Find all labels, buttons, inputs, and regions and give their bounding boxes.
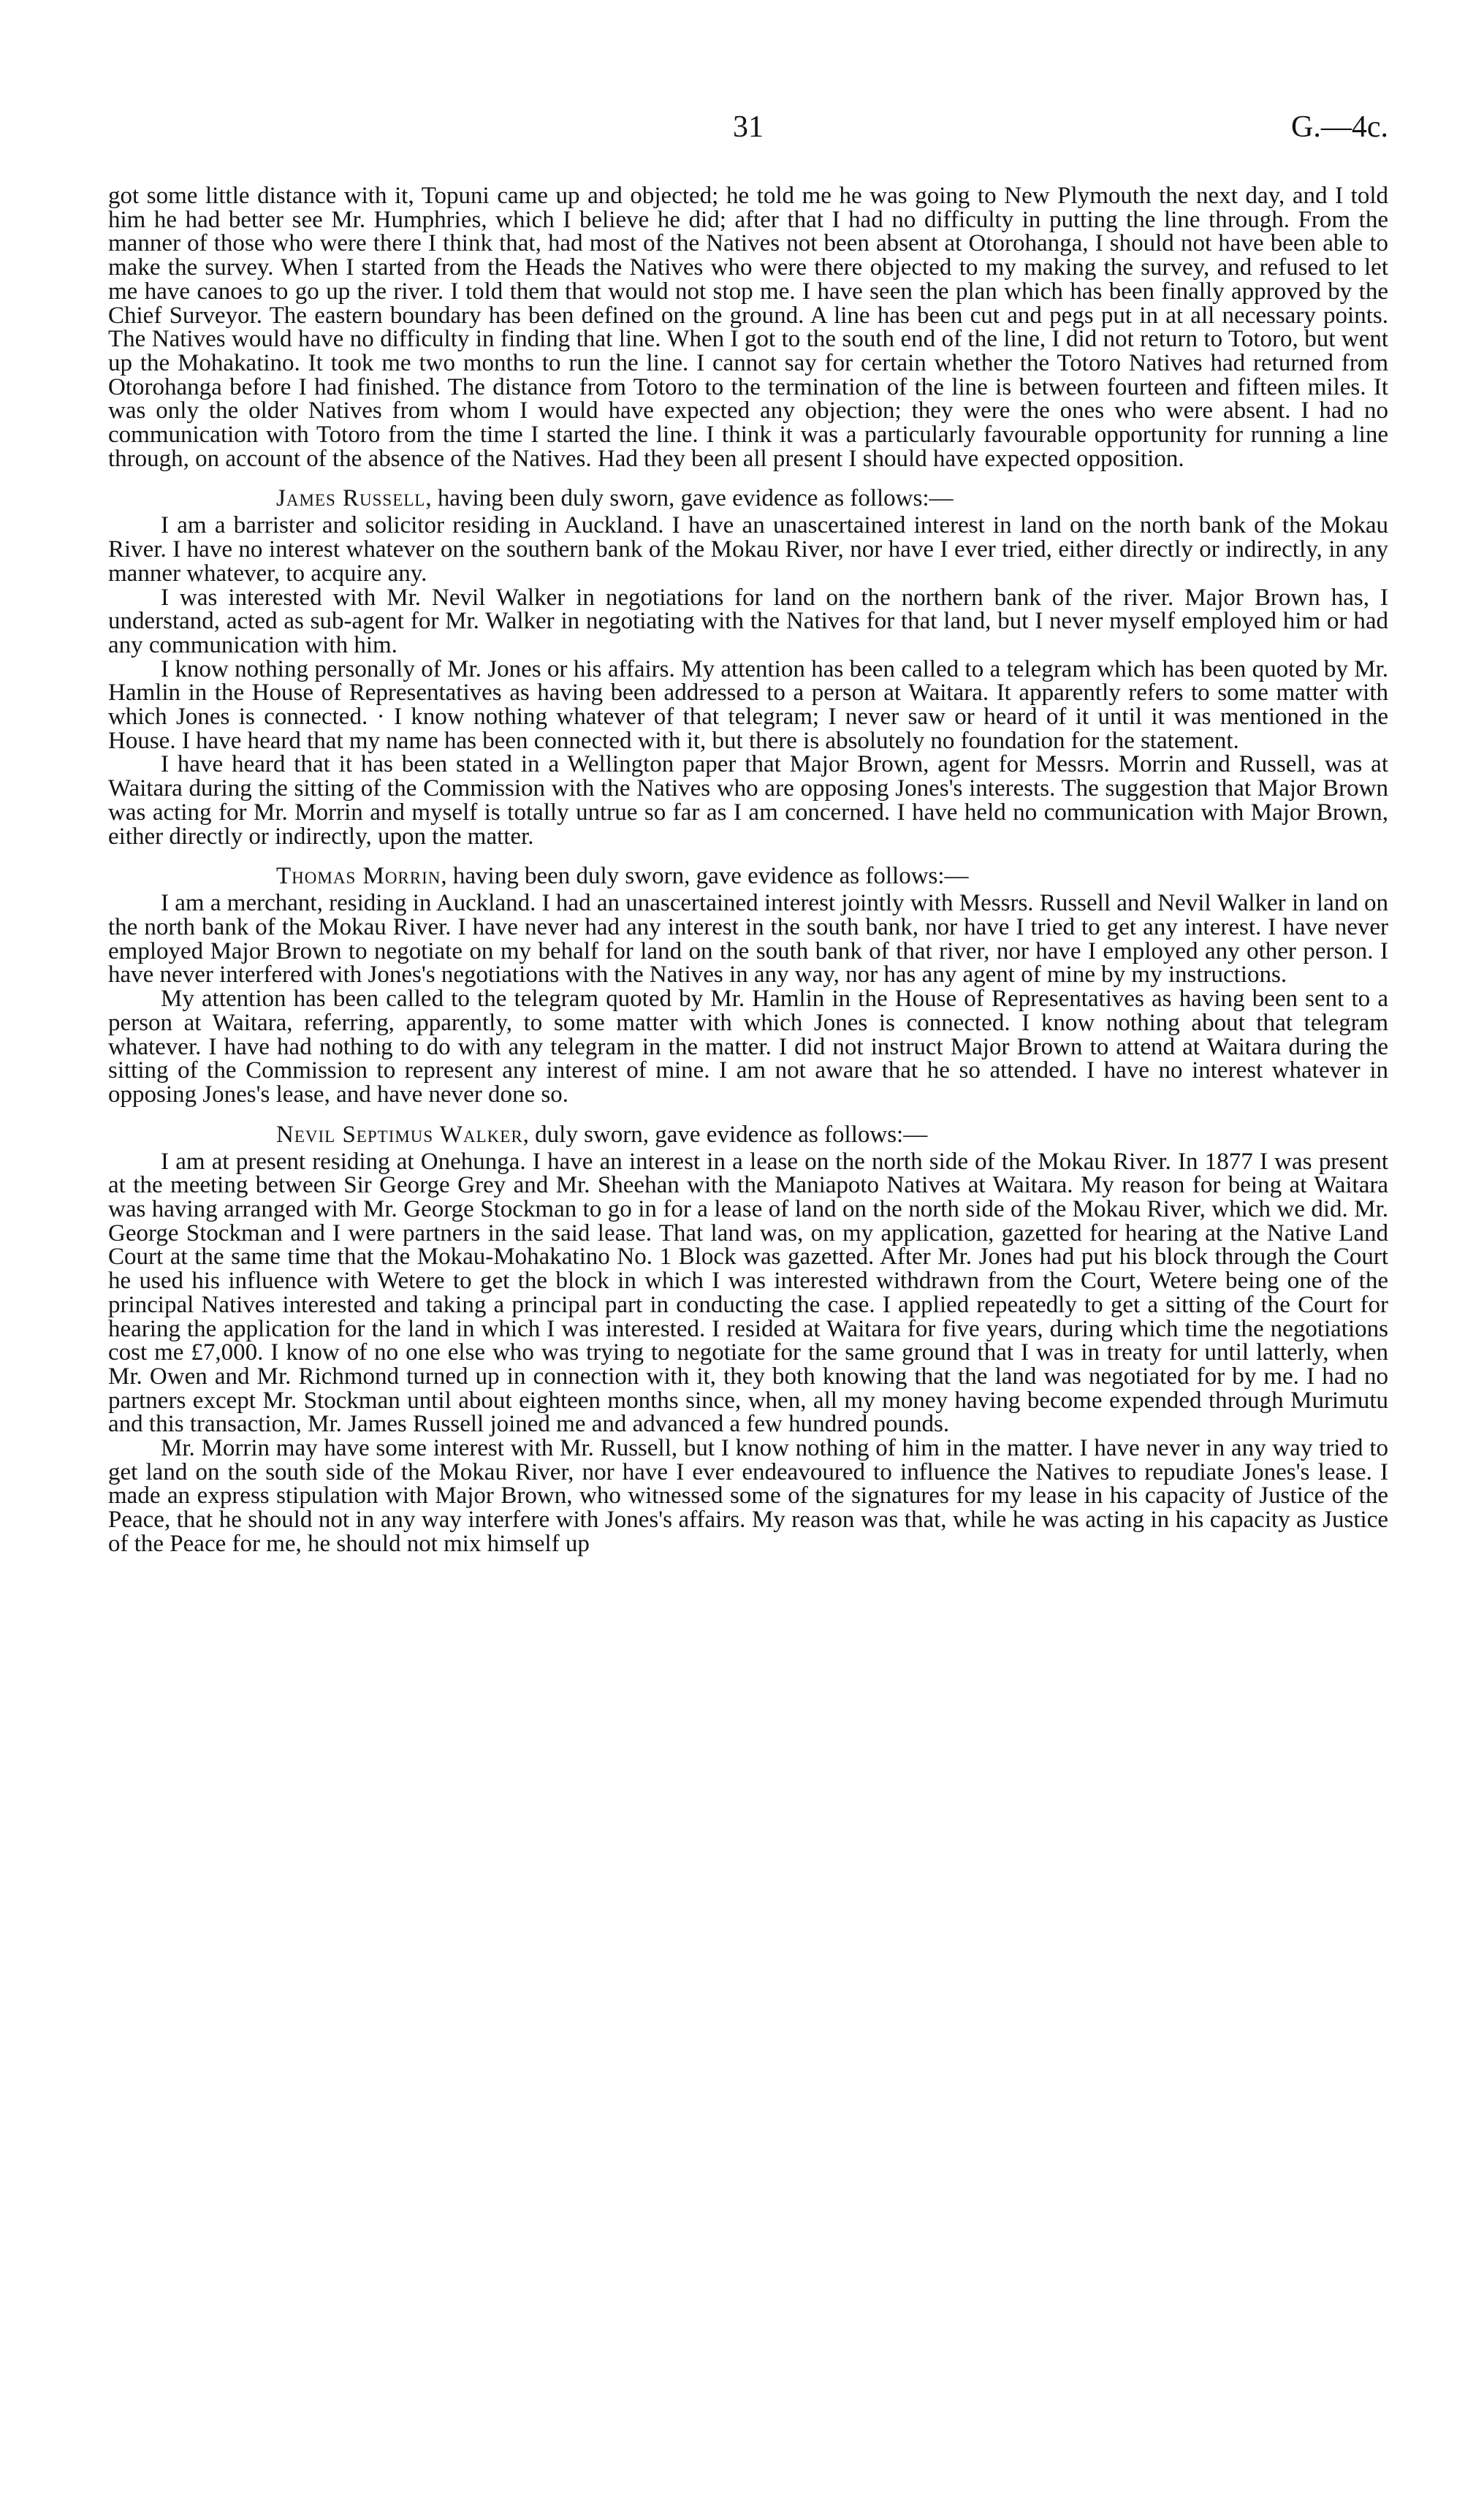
witness-heading-text: , duly sworn, gave evidence as follows:— bbox=[522, 1121, 928, 1148]
witness-name: Thomas Morrin bbox=[276, 863, 441, 890]
witness-name: Nevil Septimus Walker bbox=[276, 1121, 523, 1148]
witness-heading-text: , having been duly sworn, gave evidence as follows:— bbox=[425, 485, 954, 512]
paragraph: I was interested with Mr. Nevil Walker in negotiations for land on the northern bank of the river. Major Brown has, I understand, acted as sub-agent for Mr. Walker in negotiating with the Natives for that land, but I never myself employed him or had any communication with him. bbox=[108, 584, 1388, 658]
paragraph: My attention has been called to the telegram quoted by Mr. Hamlin in the House of Representatives as having been sent to a person at Waitara, referring, apparently, to some matter with which Jones is connected. I know nothing about that telegram whatever. I have had nothing to do with any telegram in the matter. I did not instruct Major Brown to attend at Waitara during the sitting of the Commission to represent any interest of mine. I am not aware that he so attended. I have no interest whatever in opposing Jones's lease, and have never done so. bbox=[108, 986, 1388, 1108]
document-body bbox=[108, 184, 1388, 1556]
paragraph-continuation: got some little distance with it, Topuni came up and objected; he told me he was going to New Plymouth the next day, and I told him he had better see Mr. Humphries, which I believe he did; after that I had no difficulty in putting the line through. From the manner of those who were there I think that, had most of the Natives not been absent at Otorohanga, I should not have been able to make the survey. When I started from the Heads the Natives who were there objected to my making the survey, and refused to let me have canoes to go up the river. I told them that would not stop me. I have seen the plan which has been finally approved by the Chief Surveyor. The eastern boundary has been defined on the ground. A line has been cut and pegs put in at all necessary points. The Natives would have no difficulty in finding that line. When I got to the south end of the line, I did not return to Totoro, but went up the Mohakatino. It took me two months to run the line. I cannot say for certain whether the Totoro Natives had returned from Otorohanga before I had finished. The distance from Totoro to the termination of the line is between fourteen and fifteen miles. It was only the older Natives from whom I would have expected any objection; they were the ones who were absent. I had no communication with Totoro from the time I started the line. I think it was a particularly favourable opportunity for running a line through, on account of the absence of the Natives. Had they been all present I should have expected opposition. bbox=[108, 183, 1388, 472]
page-number: 31 bbox=[733, 110, 764, 144]
paragraph: Mr. Morrin may have some interest with Mr. Russell, but I know nothing of him in the matter. I have never in any way tried to get land on the south side of the Mokau River, nor have I ever endeavoured to influence the Natives to repudiate Jones's lease. I made an express stipulation with Major Brown, who witnessed some of the signatures for my lease in his capacity of Justice of the Peace, that he should not in any way interfere with Jones's affairs. My reason was that, while he was acting in his capacity as Justice of the Peace for me, he should not mix himself up bbox=[108, 1435, 1388, 1557]
paragraph: I know nothing personally of Mr. Jones or his affairs. My attention has been called to a telegram which has been quoted by Mr. Hamlin in the House of Representatives as having been addressed to a person at Waitara. It apparently refers to some matter with which Jones is connected. · I know nothing whatever of that telegram; I never saw or heard of it until it was mentioned in the House. I have heard that my name has been connected with it, but there is absolutely no foundation for the statement. bbox=[108, 655, 1388, 754]
paragraph: I am a barrister and solicitor residing in Auckland. I have an unascertained interest in land on the north bank of the Mokau River. I have no interest whatever on the southern bank of the Mokau River, nor have I ever tried, either directly or indirectly, in any manner whatever, to acquire any. bbox=[108, 512, 1388, 587]
witness-heading-walker bbox=[108, 1123, 1388, 1147]
witness-heading-russell bbox=[108, 487, 1388, 511]
witness-heading-text: , having been duly sworn, gave evidence as follows:— bbox=[441, 863, 969, 890]
document-reference: G.—4c. bbox=[1291, 110, 1388, 144]
document-page bbox=[108, 0, 1388, 2520]
page-header bbox=[108, 110, 1388, 153]
paragraph: I have heard that it has been stated in a Wellington paper that Major Brown, agent for Messrs. Morrin and Russell, was at Waitara during the sitting of the Commission with the Natives who are opposing Jones's interests. The suggestion that Major Brown was acting for Mr. Morrin and myself is totally untrue so far as I am concerned. I have held no communication with Major Brown, either directly or indirectly, upon the matter. bbox=[108, 751, 1388, 850]
witness-name: James Russell bbox=[276, 485, 426, 512]
paragraph: I am a merchant, residing in Auckland. I had an unascertained interest jointly with Messrs. Russell and Nevil Walker in land on the north bank of the Mokau River. I have never had any interest in the south bank, nor have I tried to get any interest. I have never employed Major Brown to negotiate on my behalf for land on the south bank of that river, nor have I employed any other person. I have never interfered with Jones's negotiations with the Natives in any way, nor has any agent of mine by my instructions. bbox=[108, 890, 1388, 989]
paragraph: I am at present residing at Onehunga. I have an interest in a lease on the north side of the Mokau River. In 1877 I was present at the meeting between Sir George Grey and Mr. Sheehan with the Maniapoto Natives at Waitara. My reason for being at Waitara was having arranged with Mr. George Stockman to go in for a lease of land on the north side of the Mokau River, which we did. Mr. George Stockman and I were partners in the said lease. That land was, on my application, gazetted for hearing at the Native Land Court at the same time that the Mokau-Mohakatino No. 1 Block was gazetted. After Mr. Jones had put his block through the Court he used his influence with Wetere to get the block in which I was interested withdrawn from the Court, Wetere being one of the principal Natives interested and taking a principal part in conducting the case. I applied repeatedly to get a sitting of the Court for hearing the application for the land in which I was interested. I resided at Waitara for five years, during which time the negotiations cost me £7,000. I know of no one else who was trying to negotiate for the same ground that I was in treaty for until latterly, when Mr. Owen and Mr. Richmond turned up in connection with it, they both knowing that the land was negotiated for by me. I had no partners except Mr. Stockman until about eighteen months since, when, all my money having become expended through Murimutu and this transaction, Mr. James Russell joined me and advanced a few hundred pounds. bbox=[108, 1148, 1388, 1438]
witness-heading-morrin bbox=[108, 864, 1388, 888]
